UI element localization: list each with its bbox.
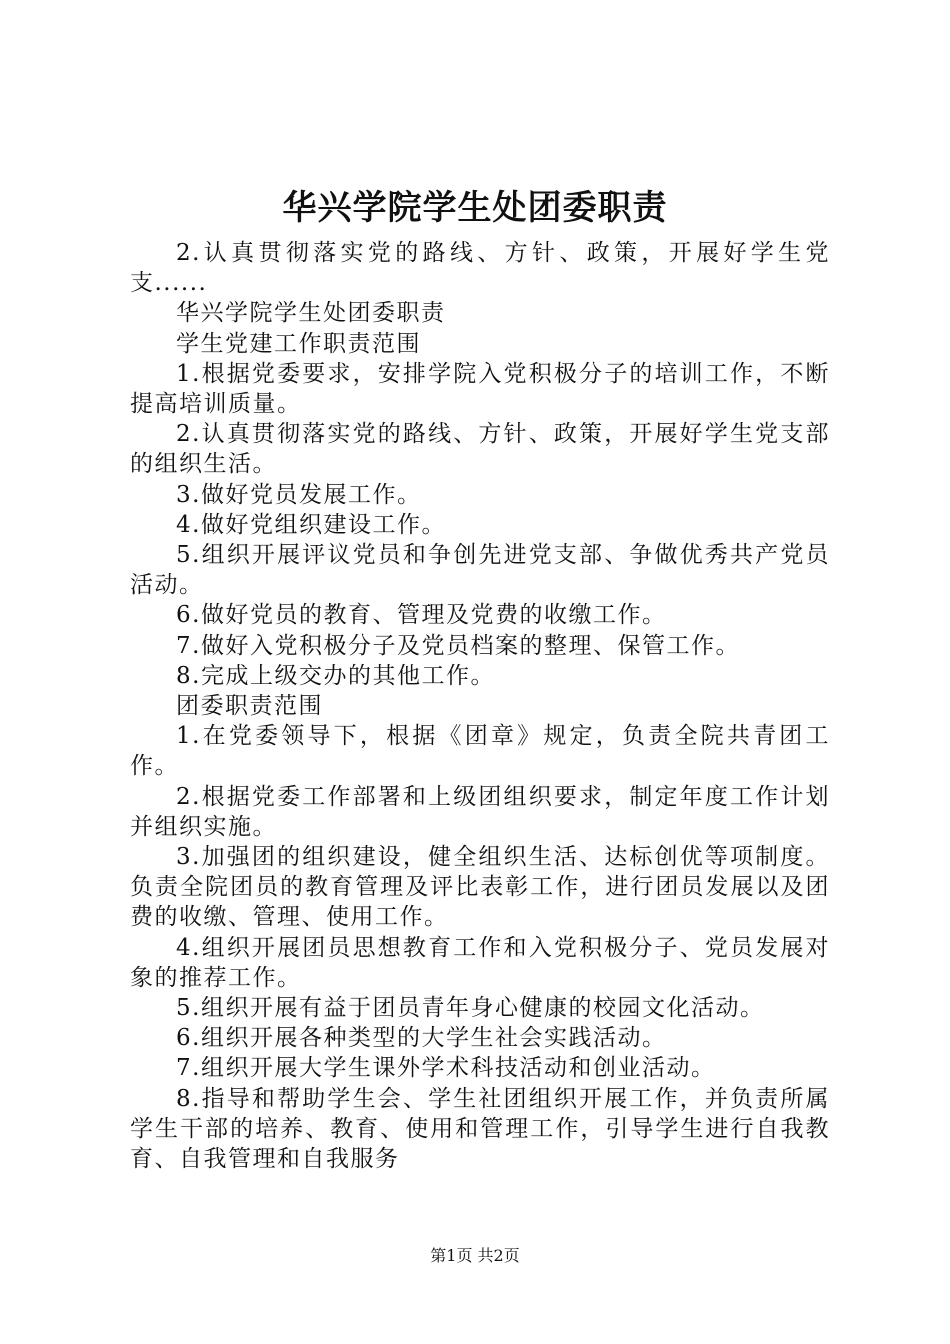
paragraph-12: 1.在党委领导下，根据《团章》规定，负责全院共青团工作。	[130, 723, 830, 780]
paragraph-4: 2.认真贯彻落实党的路线、方针、政策，开展好学生党支部的组织生活。	[130, 421, 830, 478]
document-title: 华兴学院学生处团委职责	[282, 188, 668, 228]
paragraph-1: 华兴学院学生处团委职责	[176, 300, 446, 327]
page-footer: 第1页 共2页	[430, 1246, 520, 1265]
paragraph-5: 3.做好党员发展工作。	[176, 481, 422, 508]
paragraph-9: 7.做好入党积极分子及党员档案的整理、保管工作。	[176, 632, 740, 659]
document-body	[130, 238, 830, 1174]
paragraph-18: 7.组织开展大学生课外学术科技活动和创业活动。	[176, 1055, 716, 1082]
section-heading-league: 团委职责范围	[176, 693, 323, 720]
paragraph-17: 6.组织开展各种类型的大学生社会实践活动。	[176, 1025, 667, 1052]
paragraph-14: 3.加强团的组织建设，健全组织生活、达标创优等项制度。负责全院团员的教育管理及评比表彰工作，进行团员发展以及团费的收缴、管理、使用工作。	[130, 844, 830, 931]
paragraph-6: 4.做好党组织建设工作。	[176, 511, 446, 538]
paragraph-13: 2.根据党委工作部署和上级团组织要求，制定年度工作计划并组织实施。	[130, 783, 830, 840]
paragraph-0: 2.认真贯彻落实党的路线、方针、政策，开展好学生党支......	[130, 240, 830, 297]
paragraph-8: 6.做好党员的教育、管理及党费的收缴工作。	[176, 602, 667, 629]
paragraph-10: 8.完成上级交办的其他工作。	[176, 662, 495, 689]
paragraph-7: 5.组织开展评议党员和争创先进党支部、争做优秀共产党员活动。	[130, 542, 830, 599]
paragraph-3: 1.根据党委要求，安排学院入党积极分子的培训工作，不断提高培训质量。	[130, 360, 830, 418]
paragraph-16: 5.组织开展有益于团员青年身心健康的校园文化活动。	[176, 995, 765, 1022]
section-heading-party: 学生党建工作职责范围	[176, 330, 421, 357]
paragraph-15: 4.组织开展团员思想教育工作和入党积极分子、党员发展对象的推荐工作。	[130, 934, 830, 991]
paragraph-19: 8.指导和帮助学生会、学生社团组织开展工作，并负责所属学生干部的培养、教育、使用和管理工作，引导学生进行自我教育、自我管理和自我服务	[130, 1085, 830, 1173]
